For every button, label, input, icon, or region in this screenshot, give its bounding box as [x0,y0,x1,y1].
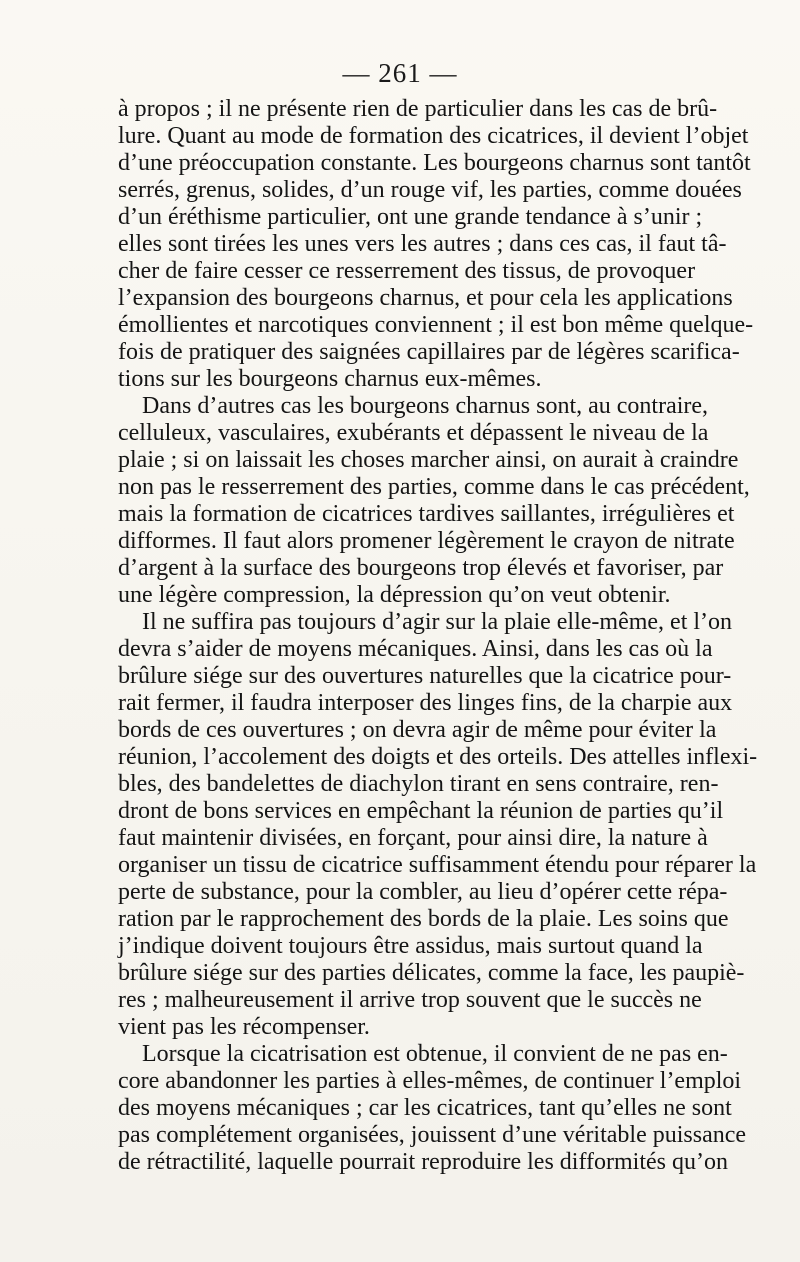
text-line: réunion, l’accolement des doigts et des orteils. Des attelles inflexi- [118,744,758,770]
text-line: brûlure siége sur des ouvertures naturelles que la cicatrice pour- [118,663,732,689]
text-line: bles, des bandelettes de diachylon tirant en sens contraire, ren- [118,771,719,797]
text-line: res ; malheureusement il arrive trop souvent que le succès ne [118,987,702,1013]
text-line: tions sur les bourgeons charnus eux-mêmes. [118,366,542,392]
text-line: devra s’aider de moyens mécaniques. Ainsi, dans les cas où la [118,636,713,662]
paragraph-start-line: Dans d’autres cas les bourgeons charnus sont, au contraire, [142,393,709,419]
paragraph-start-line: Il ne suffira pas toujours d’agir sur la plaie elle-même, et l’on [142,609,733,635]
text-line: dront de bons services en empêchant la réunion de parties qu’il [118,798,724,824]
text-line: rait fermer, il faudra interposer des linges fins, de la charpie aux [118,690,733,716]
text-line: core abandonner les parties à elles-mêmes, de continuer l’emploi [118,1068,742,1094]
text-line: d’une préoccupation constante. Les bourgeons charnus sont tantôt [118,150,751,176]
text-line: bords de ces ouvertures ; on devra agir de même pour éviter la [118,717,717,743]
paragraph-start-line: Lorsque la cicatrisation est obtenue, il convient de ne pas en- [142,1041,728,1067]
text-line: brûlure siége sur des parties délicates, comme la face, les paupiè- [118,960,745,986]
text-line: des moyens mécaniques ; car les cicatrices, tant qu’elles ne sont [118,1095,732,1121]
page-number: — 261 — [342,58,458,88]
text-line: perte de substance, pour la combler, au lieu d’opérer cette répa- [118,879,728,905]
text-line: elles sont tirées les unes vers les autres ; dans ces cas, il faut tâ- [118,231,727,257]
text-line: d’un éréthisme particulier, ont une grande tendance à s’unir ; [118,204,703,230]
text-line: faut maintenir divisées, en forçant, pour ainsi dire, la nature à [118,825,708,851]
body-text [118,96,758,1176]
text-line: fois de pratiquer des saignées capillaires par de légères scarifica- [118,339,740,365]
text-line: serrés, grenus, solides, d’un rouge vif, les parties, comme douées [118,177,742,203]
text-line: vient pas les récompenser. [118,1014,370,1040]
text-line: j’indique doivent toujours être assidus, mais surtout quand la [118,933,703,959]
text-line: mais la formation de cicatrices tardives saillantes, irrégulières et [118,501,735,527]
text-line: celluleux, vasculaires, exubérants et dépassent le niveau de la [118,420,709,446]
text-line: pas complétement organisées, jouissent d’une véritable puissance [118,1122,747,1148]
text-line: difformes. Il faut alors promener légèrement le crayon de nitrate [118,528,735,554]
text-line: une légère compression, la dépression qu’on veut obtenir. [118,582,671,608]
text-line: l’expansion des bourgeons charnus, et pour cela les applications [118,285,733,311]
text-line: ration par le rapprochement des bords de la plaie. Les soins que [118,906,729,932]
text-line: à propos ; il ne présente rien de particulier dans les cas de brû- [118,96,718,122]
text-line: lure. Quant au mode de formation des cicatrices, il devient l’objet [118,123,749,149]
text-line: organiser un tissu de cicatrice suffisamment étendu pour réparer la [118,852,757,878]
text-line: d’argent à la surface des bourgeons trop élevés et favoriser, par [118,555,724,581]
text-line: non pas le resserrement des parties, comme dans le cas précédent, [118,474,750,500]
text-line: cher de faire cesser ce resserrement des tissus, de provoquer [118,258,696,284]
text-line: émollientes et narcotiques conviennent ; il est bon même quelque- [118,312,754,338]
text-line: de rétractilité, laquelle pourrait reproduire les difformités qu’on [118,1149,728,1175]
text-line: plaie ; si on laissait les choses marcher ainsi, on aurait à craindre [118,447,739,473]
